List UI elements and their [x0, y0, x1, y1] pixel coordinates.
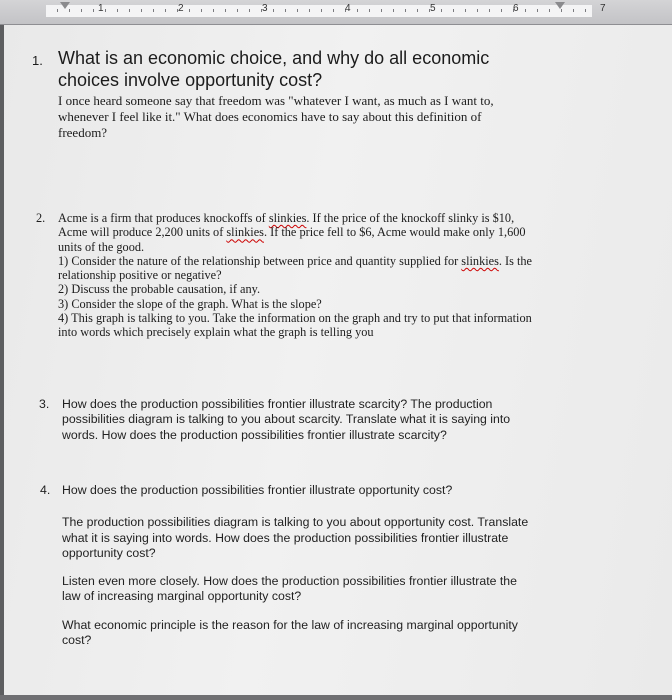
spellcheck-word[interactable]: slinkies [461, 253, 499, 268]
ruler-number: 5 [430, 3, 436, 14]
question-body: Acme is a firm that produces knockoffs of slinkies. If the price of the knockoff slinky is $10, Acme will produce 2,200 units of slinkies. If the price fell to $6, Acme would make only 1,600 units of the good. 1) Consider the nature of the relationship between price and quantity supplied for slinkies. Is the relationship positive or negative? 2) Discuss the probable causation, if any. 3) Consider the slope of the graph. What is the slope? 4) This graph is talking to you. Take the information on the graph and try to put that information into words which precisely explain what the graph is telling you [58, 211, 533, 340]
question-title: What is an economic choice, and why do all economic choices involve opportunity cost? [58, 48, 490, 90]
paragraph: Listen even more closely. How does the production possibilities frontier illustrate the law of increasing marginal opportunity cost? [62, 574, 517, 604]
question-3 [39, 397, 510, 443]
ruler-number: 1 [98, 3, 104, 14]
right-indent-marker[interactable] [555, 2, 565, 9]
question-body: How does the production possibilities frontier illustrate opportunity cost? The production possibilities diagram is talking to you about opportunity cost. Translate what it is saying into words. How does the production possibilities frontier illustrate opportunity cost? Listen even more closely. How does the production possibilities frontier illustrate the law of increasing marginal opportunity cost? What economic principle is the reason for the law of increasing marginal opportunity cost? [62, 483, 529, 648]
horizontal-ruler[interactable] [0, 0, 672, 25]
document-page[interactable] [4, 25, 672, 700]
spellcheck-word[interactable]: slinkies [268, 211, 307, 225]
ruler-number: 4 [345, 3, 351, 14]
paragraph: The production possibilities diagram is talking to you about opportunity cost. Translate what it is saying into words. How does the production possibilities frontier illustrate opportunity cost? [62, 515, 529, 560]
question-number: 2. [36, 211, 46, 225]
question-number: 1. [32, 53, 43, 68]
indent-marker[interactable] [60, 2, 70, 9]
ruler-number: 3 [262, 3, 268, 14]
question-number: 4. [40, 483, 51, 497]
question-4 [40, 483, 528, 648]
question-number: 3. [39, 397, 50, 411]
ruler-number: 2 [178, 3, 184, 14]
paragraph: What economic principle is the reason for the law of increasing marginal opportunity cost? [62, 617, 518, 648]
question-body: I once heard someone say that freedom was "whatever I want, as much as I want to, whenever I feel like it." What does economics have to say about this definition of freedom? [58, 93, 494, 140]
question-1 [32, 47, 494, 141]
question-body: How does the production possibilities frontier illustrate scarcity? The production possibilities diagram is talking to you about scarcity. Translate what it is saying into words. How does the production possibilities frontier illustrate scarcity? [62, 397, 511, 442]
spellcheck-word[interactable]: slinkies [226, 225, 264, 240]
question-2 [36, 211, 532, 340]
ruler-scale [46, 5, 592, 17]
bottom-bezel [0, 695, 672, 700]
ruler-number: 7 [600, 3, 606, 14]
ruler-number: 6 [513, 3, 519, 14]
